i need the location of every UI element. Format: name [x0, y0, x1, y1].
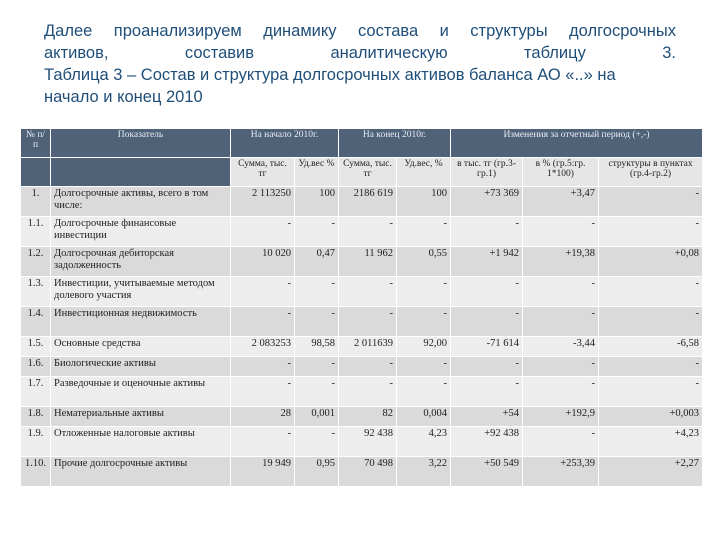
row-struct-change: -6,58: [599, 337, 703, 357]
row-pct-change: -3,44: [523, 337, 599, 357]
row-indicator: Основные средства: [51, 337, 231, 357]
header-num: № п/п: [21, 129, 51, 158]
row-share-end: 4,23: [397, 427, 451, 457]
subheader-share-start: Уд.вес %: [295, 158, 339, 187]
heading-line-1: Далее проанализируем динамику состава и структуры долгосрочных: [44, 22, 676, 40]
row-sum-start: 19 949: [231, 457, 295, 487]
row-abs-change: +54: [451, 407, 523, 427]
subheader-pct-change: в % (гр.5:гр. 1*100): [523, 158, 599, 187]
table-row: [21, 217, 703, 247]
row-share-start: -: [295, 377, 339, 407]
row-share-start: 100: [295, 187, 339, 217]
row-sum-start: -: [231, 217, 295, 247]
row-share-end: -: [397, 307, 451, 337]
heading-line-2: активов, составив аналитическую таблицу 3.: [44, 44, 676, 62]
row-number: 1.2.: [21, 247, 51, 277]
subheader-struct-change: структуры в пунктах (гр.4-гр.2): [599, 158, 703, 187]
row-sum-end: 70 498: [339, 457, 397, 487]
row-sum-end: 82: [339, 407, 397, 427]
row-share-end: 100: [397, 187, 451, 217]
row-sum-end: -: [339, 217, 397, 247]
subheader-sum-start: Сумма, тыс. тг: [231, 158, 295, 187]
subheader-blank-1: [21, 158, 51, 187]
subheader-blank-2: [51, 158, 231, 187]
assets-table: [20, 128, 703, 487]
row-struct-change: -: [599, 277, 703, 307]
row-share-start: -: [295, 217, 339, 247]
row-pct-change: +192,9: [523, 407, 599, 427]
header-indicator: Показатель: [51, 129, 231, 158]
row-number: 1.7.: [21, 377, 51, 407]
row-struct-change: -: [599, 217, 703, 247]
row-indicator: Долгосрочная дебиторская задолженность: [51, 247, 231, 277]
row-pct-change: +253,39: [523, 457, 599, 487]
row-number: 1.5.: [21, 337, 51, 357]
row-sum-end: -: [339, 357, 397, 377]
row-indicator: Разведочные и оценочные активы: [51, 377, 231, 407]
subheader-row: [21, 158, 703, 187]
subheader-share-end: Уд.вес, %: [397, 158, 451, 187]
row-indicator: Биологические активы: [51, 357, 231, 377]
row-share-start: 0,47: [295, 247, 339, 277]
row-indicator: Долгосрочные финансовые инвестиции: [51, 217, 231, 247]
table-row: [21, 247, 703, 277]
row-indicator: Инвестиции, учитываемые методом долевого участия: [51, 277, 231, 307]
row-number: 1.6.: [21, 357, 51, 377]
table-row: [21, 427, 703, 457]
row-sum-start: -: [231, 357, 295, 377]
row-abs-change: +1 942: [451, 247, 523, 277]
row-share-start: 0,95: [295, 457, 339, 487]
row-indicator: Прочие долгосрочные активы: [51, 457, 231, 487]
row-share-end: -: [397, 377, 451, 407]
row-abs-change: -71 614: [451, 337, 523, 357]
row-share-start: 0,001: [295, 407, 339, 427]
table-row: [21, 457, 703, 487]
row-share-start: -: [295, 307, 339, 337]
row-share-end: 0,55: [397, 247, 451, 277]
row-struct-change: -: [599, 357, 703, 377]
assets-table-container: [20, 128, 702, 487]
row-number: 1.8.: [21, 407, 51, 427]
row-pct-change: -: [523, 277, 599, 307]
header-row: [21, 129, 703, 158]
row-sum-end: 2 011639: [339, 337, 397, 357]
row-pct-change: -: [523, 307, 599, 337]
row-struct-change: -: [599, 187, 703, 217]
row-sum-end: -: [339, 277, 397, 307]
row-sum-start: 28: [231, 407, 295, 427]
table-row: [21, 187, 703, 217]
row-number: 1.1.: [21, 217, 51, 247]
row-pct-change: -: [523, 377, 599, 407]
row-struct-change: -: [599, 377, 703, 407]
row-sum-end: -: [339, 377, 397, 407]
row-share-start: -: [295, 357, 339, 377]
row-indicator: Долгосрочные активы, всего в том числе:: [51, 187, 231, 217]
row-sum-start: 10 020: [231, 247, 295, 277]
row-sum-end: -: [339, 307, 397, 337]
row-share-end: 0,004: [397, 407, 451, 427]
row-sum-start: -: [231, 277, 295, 307]
row-share-end: -: [397, 277, 451, 307]
row-struct-change: +0,003: [599, 407, 703, 427]
row-sum-start: -: [231, 307, 295, 337]
row-number: 1.3.: [21, 277, 51, 307]
table-row: [21, 357, 703, 377]
row-share-start: 98,58: [295, 337, 339, 357]
table-row: [21, 337, 703, 357]
subheader-sum-end: Сумма, тыс. тг: [339, 158, 397, 187]
row-number: 1.: [21, 187, 51, 217]
row-pct-change: -: [523, 357, 599, 377]
row-number: 1.10.: [21, 457, 51, 487]
row-sum-start: -: [231, 377, 295, 407]
table-row: [21, 277, 703, 307]
heading-line-3: Таблица 3 – Состав и структура долгосрочных активов баланса АО «..» на: [44, 66, 616, 84]
heading-text: [44, 20, 676, 108]
row-sum-start: 2 113250: [231, 187, 295, 217]
row-pct-change: +3,47: [523, 187, 599, 217]
row-share-start: -: [295, 277, 339, 307]
row-share-end: 92,00: [397, 337, 451, 357]
row-abs-change: +92 438: [451, 427, 523, 457]
row-indicator: Отложенные налоговые активы: [51, 427, 231, 457]
table-row: [21, 407, 703, 427]
header-change: Изменения за отчетный период (+,-): [451, 129, 703, 158]
row-sum-end: 11 962: [339, 247, 397, 277]
table-row: [21, 307, 703, 337]
subheader-abs-change: в тыс. тг (гр.3-гр.1): [451, 158, 523, 187]
row-indicator: Нематериальные активы: [51, 407, 231, 427]
table-row: [21, 377, 703, 407]
row-sum-end: 2186 619: [339, 187, 397, 217]
row-share-start: -: [295, 427, 339, 457]
row-number: 1.9.: [21, 427, 51, 457]
row-struct-change: -: [599, 307, 703, 337]
row-struct-change: +4,23: [599, 427, 703, 457]
row-struct-change: +0,08: [599, 247, 703, 277]
row-pct-change: +19,38: [523, 247, 599, 277]
row-sum-start: -: [231, 427, 295, 457]
row-abs-change: +50 549: [451, 457, 523, 487]
row-number: 1.4.: [21, 307, 51, 337]
row-sum-end: 92 438: [339, 427, 397, 457]
row-sum-start: 2 083253: [231, 337, 295, 357]
row-share-end: -: [397, 357, 451, 377]
row-abs-change: -: [451, 217, 523, 247]
table-body: [21, 187, 703, 487]
row-pct-change: -: [523, 427, 599, 457]
row-abs-change: -: [451, 357, 523, 377]
row-abs-change: +73 369: [451, 187, 523, 217]
row-pct-change: -: [523, 217, 599, 247]
row-abs-change: -: [451, 277, 523, 307]
row-indicator: Инвестиционная недвижимость: [51, 307, 231, 337]
row-share-end: 3,22: [397, 457, 451, 487]
row-abs-change: -: [451, 377, 523, 407]
header-end: На конец 2010г.: [339, 129, 451, 158]
row-abs-change: -: [451, 307, 523, 337]
heading-line-4: начало и конец 2010: [44, 88, 203, 106]
header-start: На начало 2010г.: [231, 129, 339, 158]
row-struct-change: +2,27: [599, 457, 703, 487]
row-share-end: -: [397, 217, 451, 247]
